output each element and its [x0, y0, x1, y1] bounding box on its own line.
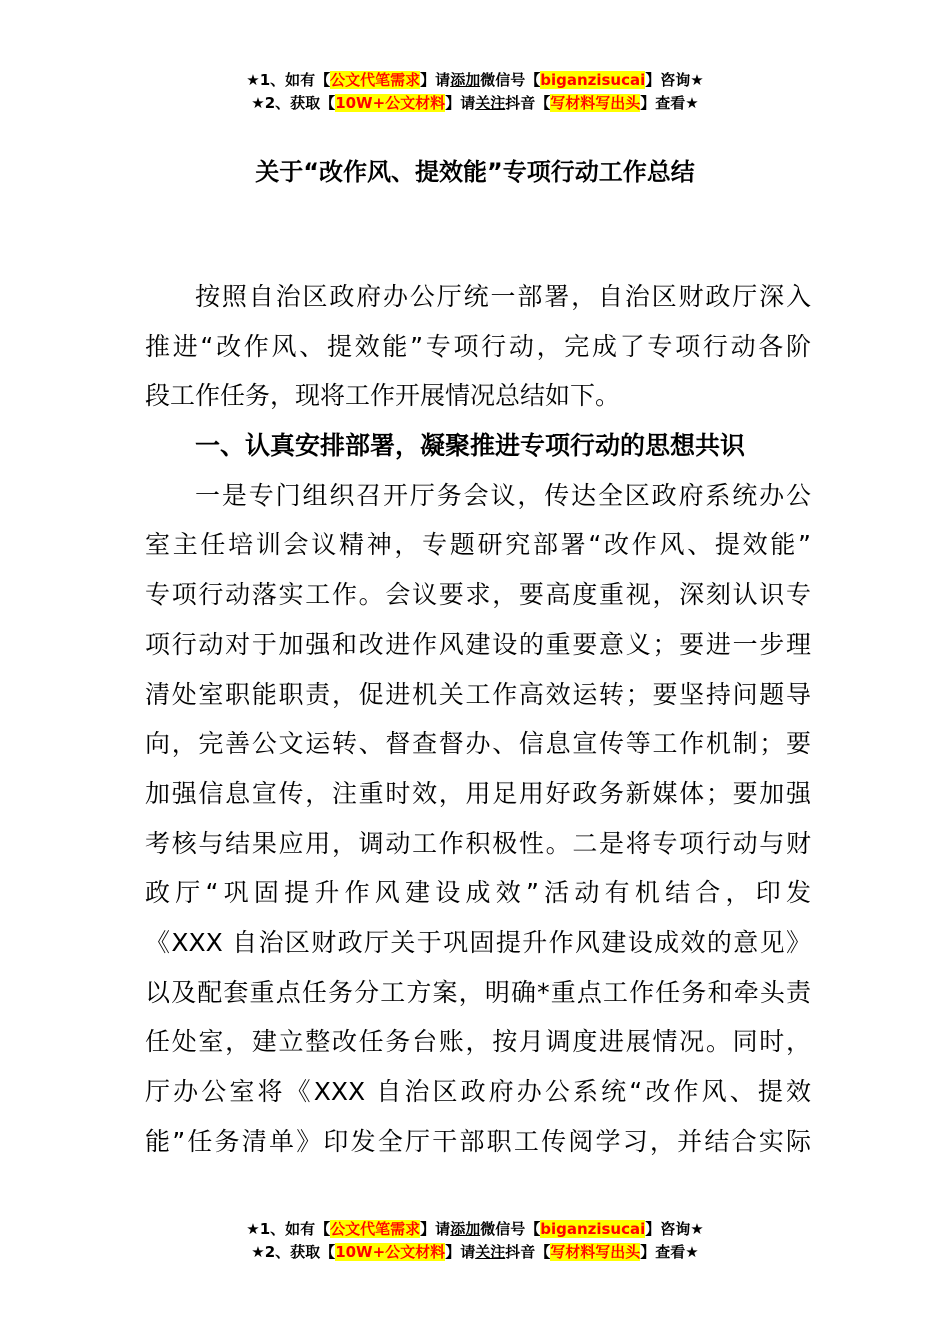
section-heading: 一、认真安排部署，凝聚推进专项行动的思想共识: [195, 431, 746, 461]
ad-line-1: ★1、如有【公文代笔需求】请添加微信号【biganzisucai】咨询★: [246, 71, 704, 89]
body-line: 厅办公室将《XXX 自治区政府办公系统“改作风、提效: [145, 1077, 811, 1106]
body-line: 加强信息宣传，注重时效，用足用好政务新媒体；要加强: [145, 778, 811, 808]
highlight-materials: 10W+公文材料: [335, 94, 446, 112]
ad-banner-top: [0, 69, 950, 115]
body-line: 向，完善公文运转、督查督办、信息宣传等工作机制；要: [145, 729, 811, 759]
emphasis-follow: 关注: [475, 1243, 506, 1261]
body-line: 项行动对于加强和改进作风建设的重要意义；要进一步理: [145, 629, 811, 659]
ad-banner-bottom: [0, 1218, 950, 1264]
body-line: 考核与结果应用，调动工作积极性。二是将专项行动与财: [145, 828, 811, 858]
highlight-service: 公文代笔需求: [330, 1220, 421, 1238]
body-line: 以及配套重点任务分工方案，明确*重点工作任务和牵头责: [145, 977, 811, 1007]
document-body: [145, 272, 811, 1166]
document-title: 关于“改作风、提效能”专项行动工作总结: [255, 158, 695, 186]
body-line: 政厅“巩固提升作风建设成效”活动有机结合，印发: [145, 878, 811, 908]
body-line: 清处室职能职责，促进机关工作高效运转；要坚持问题导: [145, 679, 811, 709]
highlight-wechat-id: biganzisucai: [540, 1220, 646, 1238]
body-line: 专项行动落实工作。会议要求，要高度重视，深刻认识专: [145, 580, 811, 610]
body-line: 段工作任务，现将工作开展情况总结如下。: [145, 381, 621, 411]
emphasis-add: 添加: [450, 1220, 481, 1238]
body-line: 《XXX 自治区财政厅关于巩固提升作风建设成效的意见》: [145, 927, 811, 957]
body-line: 按照自治区政府办公厅统一部署，自治区财政厅深入: [195, 282, 811, 311]
highlight-materials: 10W+公文材料: [335, 1243, 446, 1261]
emphasis-add: 添加: [450, 71, 481, 89]
highlight-account: 写材料写出头: [550, 1243, 641, 1261]
body-line: 推进“改作风、提效能”专项行动，完成了专项行动各阶: [145, 331, 811, 361]
ad-line-2: ★2、获取【10W+公文材料】请关注抖音【写材料写出头】查看★: [251, 1243, 699, 1261]
body-line: 能”任务清单》印发全厅干部职工传阅学习，并结合实际: [145, 1126, 811, 1156]
highlight-account: 写材料写出头: [550, 94, 641, 112]
body-line: 一是专门组织召开厅务会议，传达全区政府系统办公: [195, 480, 811, 510]
highlight-wechat-id: biganzisucai: [540, 71, 646, 89]
body-line: 室主任培训会议精神，专题研究部署“改作风、提效能”: [145, 530, 811, 560]
body-line: 任处室，建立整改任务台账，按月调度进展情况。同时，: [145, 1027, 811, 1057]
highlight-service: 公文代笔需求: [330, 71, 421, 89]
ad-line-2: ★2、获取【10W+公文材料】请关注抖音【写材料写出头】查看★: [251, 94, 699, 112]
ad-line-1: ★1、如有【公文代笔需求】请添加微信号【biganzisucai】咨询★: [246, 1220, 704, 1238]
emphasis-follow: 关注: [475, 94, 506, 112]
